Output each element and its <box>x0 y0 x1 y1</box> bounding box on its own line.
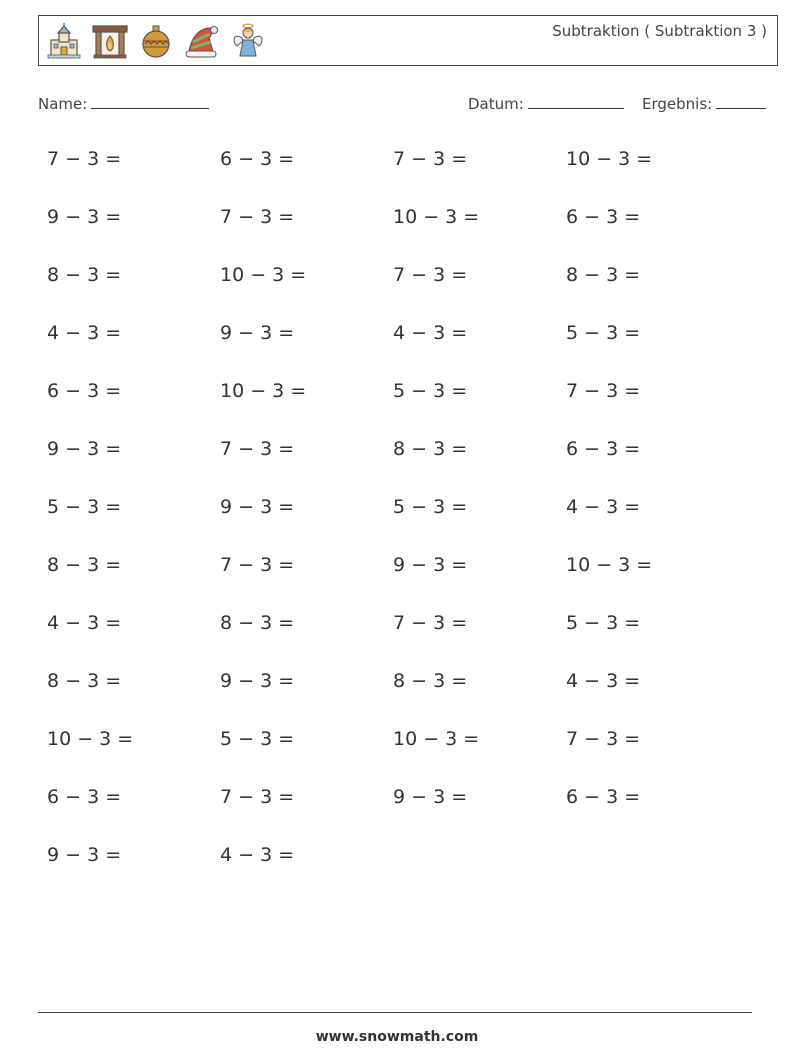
problem-item: 5 − 3 = <box>566 612 641 634</box>
date-label: Datum: <box>468 95 524 113</box>
worksheet-title: Subtraktion ( Subtraktion 3 ) <box>552 22 767 40</box>
problem-item: 8 − 3 = <box>393 670 468 692</box>
problem-item: 8 − 3 = <box>47 670 122 692</box>
problem-item: 10 − 3 = <box>393 206 480 228</box>
problem-item: 9 − 3 = <box>220 322 295 344</box>
problem-item: 10 − 3 = <box>47 728 134 750</box>
problem-item: 9 − 3 = <box>47 844 122 866</box>
problem-item: 10 − 3 = <box>220 264 307 286</box>
problem-item: 9 − 3 = <box>220 670 295 692</box>
fireplace-icon <box>91 22 129 60</box>
problem-item: 6 − 3 = <box>566 786 641 808</box>
date-field <box>468 94 624 113</box>
problem-item: 10 − 3 = <box>393 728 480 750</box>
problem-item: 4 − 3 = <box>566 670 641 692</box>
problem-item: 9 − 3 = <box>393 786 468 808</box>
problem-item: 9 − 3 = <box>220 496 295 518</box>
problem-item: 5 − 3 = <box>220 728 295 750</box>
problem-item: 4 − 3 = <box>393 322 468 344</box>
name-line <box>91 94 209 109</box>
problem-item: 10 − 3 = <box>220 380 307 402</box>
angel-icon <box>229 22 267 60</box>
problem-item: 8 − 3 = <box>47 264 122 286</box>
problem-item: 8 − 3 = <box>220 612 295 634</box>
santa-hat-icon <box>183 22 221 60</box>
problem-item: 7 − 3 = <box>220 438 295 460</box>
problem-item: 4 − 3 = <box>47 612 122 634</box>
problem-item: 7 − 3 = <box>220 554 295 576</box>
problem-item: 6 − 3 = <box>47 380 122 402</box>
problem-item: 7 − 3 = <box>566 728 641 750</box>
problem-item: 10 − 3 = <box>566 148 653 170</box>
name-field <box>38 94 209 113</box>
problem-item: 5 − 3 = <box>393 380 468 402</box>
problem-item: 6 − 3 = <box>47 786 122 808</box>
church-icon <box>45 22 83 60</box>
result-line <box>716 94 766 109</box>
problem-item: 4 − 3 = <box>47 322 122 344</box>
problem-item: 8 − 3 = <box>47 554 122 576</box>
problem-item: 6 − 3 = <box>220 148 295 170</box>
problem-item: 7 − 3 = <box>393 148 468 170</box>
problem-item: 7 − 3 = <box>566 380 641 402</box>
problem-item: 7 − 3 = <box>393 264 468 286</box>
problem-item: 4 − 3 = <box>220 844 295 866</box>
result-label: Ergebnis: <box>642 95 713 113</box>
problem-item: 9 − 3 = <box>47 206 122 228</box>
result-field <box>642 94 766 113</box>
icon-row <box>45 22 267 60</box>
problem-item: 7 − 3 = <box>220 206 295 228</box>
problem-item: 9 − 3 = <box>393 554 468 576</box>
problem-item: 8 − 3 = <box>393 438 468 460</box>
problem-item: 5 − 3 = <box>47 496 122 518</box>
name-label: Name: <box>38 95 88 113</box>
problem-item: 7 − 3 = <box>47 148 122 170</box>
date-line <box>528 94 624 109</box>
ornament-icon <box>137 22 175 60</box>
problem-item: 9 − 3 = <box>47 438 122 460</box>
problem-item: 7 − 3 = <box>220 786 295 808</box>
problem-item: 4 − 3 = <box>566 496 641 518</box>
problem-item: 6 − 3 = <box>566 206 641 228</box>
problem-item: 5 − 3 = <box>566 322 641 344</box>
problem-item: 8 − 3 = <box>566 264 641 286</box>
header-box <box>38 15 778 66</box>
problem-item: 5 − 3 = <box>393 496 468 518</box>
problem-item: 10 − 3 = <box>566 554 653 576</box>
problem-item: 6 − 3 = <box>566 438 641 460</box>
problem-item: 7 − 3 = <box>393 612 468 634</box>
footer-url: www.snowmath.com <box>315 1029 479 1045</box>
footer-rule <box>38 1012 752 1013</box>
